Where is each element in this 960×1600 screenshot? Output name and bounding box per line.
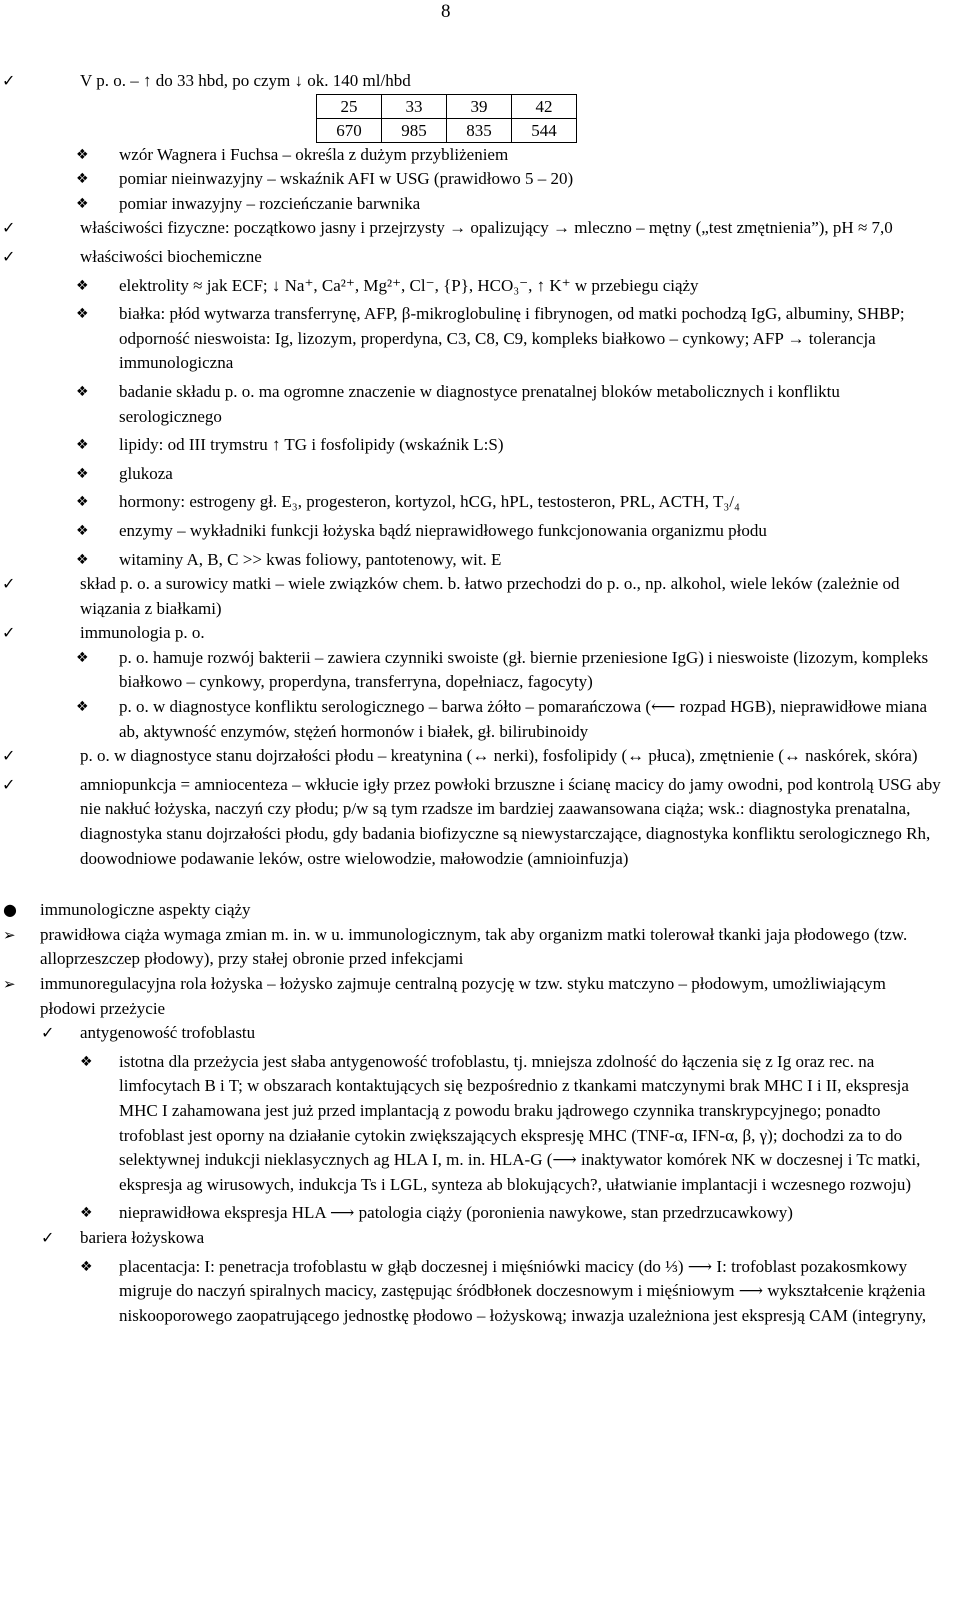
diamond-bullet-icon: ❖ bbox=[76, 171, 89, 188]
table-cell: 985 bbox=[382, 118, 447, 142]
diamond-bullet-icon: ❖ bbox=[80, 1205, 93, 1222]
line-text: p. o. w diagnostyce konfliktu serologicznego – barwa żółto – pomarańczowa (⟵ rozpad HGB), nieprawidłowe miana ab, aktywność enzymów, stężeń hormonów i białek, gł. bilirubinoidy bbox=[119, 697, 928, 741]
line-text: badanie składu p. o. ma ogromne znaczenie w diagnostyce prenatalnej bloków metabolicznych i konfliktu serologicznego bbox=[119, 381, 840, 426]
arrowhead-bullet-icon: ➢ bbox=[3, 975, 16, 993]
list-item bbox=[0, 433, 960, 458]
line-text: p. o. w diagnostyce stanu dojrzałości płodu – kreatynina (↔ nerki), fosfolipidy (↔ płuca), zmętnienie (↔ naskórek, skóra) bbox=[80, 746, 918, 766]
diamond-bullet-icon: ❖ bbox=[80, 1053, 93, 1070]
line-text: lipidy: od III trymstru ↑ TG i fosfolipidy (wskaźnik L:S) bbox=[119, 435, 504, 455]
diamond-bullet-icon: ❖ bbox=[76, 277, 89, 294]
table-cell: 33 bbox=[382, 94, 447, 118]
diamond-bullet-icon: ❖ bbox=[76, 146, 89, 163]
list-item bbox=[0, 1255, 960, 1329]
table-row bbox=[317, 94, 577, 118]
line-text: immunoregulacyjna rola łożyska – łożysko zajmuje centralną pozycję w tzw. styku matczyno – płodowym, umożliwiającym płodowi przeżycie bbox=[40, 974, 886, 1018]
document-body bbox=[0, 69, 960, 1328]
table-cell: 39 bbox=[447, 94, 512, 118]
list-item bbox=[0, 245, 960, 270]
checkmark-icon: ✓ bbox=[2, 574, 16, 594]
table-cell: 670 bbox=[317, 118, 382, 142]
checkmark-icon: ✓ bbox=[2, 774, 16, 794]
page-number: 8 bbox=[441, 1, 451, 22]
line-text: witaminy A, B, C >> kwas foliowy, pantotenowy, wit. E bbox=[119, 549, 502, 569]
list-item bbox=[0, 380, 960, 429]
table-cell: 544 bbox=[512, 118, 577, 142]
diamond-bullet-icon: ❖ bbox=[80, 1258, 93, 1275]
list-item bbox=[0, 972, 960, 1021]
line-text: wzór Wagnera i Fuchsa – określa z dużym przybliżeniem bbox=[119, 144, 509, 164]
table-row bbox=[317, 118, 577, 142]
diamond-bullet-icon: ❖ bbox=[76, 494, 89, 511]
diamond-bullet-icon: ❖ bbox=[76, 551, 89, 568]
list-item bbox=[0, 69, 960, 94]
table-cell: 42 bbox=[512, 94, 577, 118]
line-text: immunologiczne aspekty ciąży bbox=[40, 900, 251, 920]
line-text: pomiar inwazyjny – rozcieńczanie barwnika bbox=[119, 193, 421, 213]
values-table bbox=[316, 94, 577, 143]
diamond-bullet-icon: ❖ bbox=[76, 649, 89, 666]
list-item bbox=[0, 1021, 960, 1046]
line-text: istotna dla przeżycia jest słaba antygenowość trofoblastu, tj. mniejsza zdolność do łączenia się z Ig oraz rec. na limfocytach B i T; w obszarach kontaktujących się bezpośrednio z tkankami matczynymi brak MHC I i II, ekspresja MHC I zahamowana jest już przed implantacją z powodu braku jądrowego czynnika transkrypcyjnego; ponadto trofoblast jest oporny na działanie cytokin zwiększających ekspresję MHC (TNF-α, IFN-α, β, γ); dochodzi za to do selektywnej indukcji nieklasycznych ag HLA I, m. in. HLA-G (⟶ inaktywator komórek NK w doczesnej i Tc matki, ekspresja ag wirusowych, indukcja Ts i LGL, synteza ab blokujących?, ułatwianie implantacji i wczesnego rozwoju) bbox=[119, 1051, 921, 1194]
list-item bbox=[0, 646, 960, 695]
list-item bbox=[0, 490, 960, 515]
checkmark-icon: ✓ bbox=[2, 746, 16, 766]
list-item bbox=[0, 519, 960, 544]
checkmark-icon: ✓ bbox=[2, 623, 16, 643]
diamond-bullet-icon: ❖ bbox=[76, 195, 89, 212]
list-item bbox=[0, 143, 960, 168]
line-text: skład p. o. a surowicy matki – wiele związków chem. b. łatwo przechodzi do p. o., np. alkohol, wiele leków (zależnie od wiązania z białkami) bbox=[80, 574, 900, 618]
list-item bbox=[0, 302, 960, 376]
line-text: V p. o. – ↑ do 33 hbd, po czym ↓ ok. 140 ml/hbd bbox=[80, 71, 411, 90]
arrowhead-bullet-icon: ➢ bbox=[3, 925, 16, 944]
list-item bbox=[0, 274, 960, 299]
line-text: elektrolity ≈ jak ECF; ↓ Na⁺, Ca²⁺, Mg²⁺, Cl⁻, {P}, HCO₃⁻, ↑ K⁺ w przebiegu ciąży bbox=[119, 275, 699, 295]
table-cell: 835 bbox=[447, 118, 512, 142]
line-text: nieprawidłowa ekspresja HLA ⟶ patologia ciąży (poronienia nawykowe, stan przedrzucawkowy) bbox=[119, 1203, 793, 1223]
line-text: immunologia p. o. bbox=[80, 623, 205, 643]
checkmark-icon: ✓ bbox=[2, 71, 16, 90]
list-item bbox=[0, 621, 960, 646]
list-item bbox=[0, 1201, 960, 1226]
bullet-icon: ● bbox=[3, 900, 17, 920]
checkmark-icon: ✓ bbox=[41, 1023, 55, 1043]
diamond-bullet-icon: ❖ bbox=[76, 522, 89, 539]
line-text: prawidłowa ciąża wymaga zmian m. in. w u. immunologicznym, tak aby organizm matki tolerował tkanki jaja płodowego (tzw. alloprzeszczep płodowy), przy stałej obronie przed infekcjami bbox=[40, 924, 908, 969]
list-item bbox=[0, 1226, 960, 1251]
diamond-bullet-icon: ❖ bbox=[76, 699, 89, 716]
checkmark-icon: ✓ bbox=[2, 246, 16, 266]
list-item bbox=[0, 216, 960, 241]
diamond-bullet-icon: ❖ bbox=[76, 437, 89, 454]
diamond-bullet-icon: ❖ bbox=[76, 465, 89, 482]
diamond-bullet-icon: ❖ bbox=[76, 306, 89, 323]
line-text: właściwości fizyczne: początkowo jasny i przejrzysty → opalizujący → mleczno – mętny („test zmętnienia”), pH ≈ 7,0 bbox=[80, 218, 893, 238]
list-item bbox=[0, 167, 960, 192]
list-item bbox=[0, 695, 960, 744]
line-text: pomiar nieinwazyjny – wskaźnik AFI w USG (prawidłowo 5 – 20) bbox=[119, 169, 574, 189]
list-item bbox=[0, 898, 960, 923]
list-item bbox=[0, 462, 960, 487]
line-text: antygenowość trofoblastu bbox=[80, 1023, 256, 1043]
line-text: białka: płód wytwarza transferrynę, AFP, β-mikroglobulinę i fibrynogen, od matki pochodzą IgG, albuminy, SHBP; odporność nieswoista: Ig, lizozym, properdyna, C3, C8, C9, kompleks białkowo – cynkowy; AFP → tolerancja immunologiczna bbox=[119, 304, 905, 373]
list-item bbox=[0, 192, 960, 217]
line-text: glukoza bbox=[119, 463, 173, 483]
table-cell: 25 bbox=[317, 94, 382, 118]
line-text: p. o. hamuje rozwój bakterii – zawiera czynniki swoiste (gł. biernie przeniesione IgG) i nieswoiste (lizozym, kompleks białkowo – cynkowy, properdyna, transferryna, dopełniacz, fagocyty) bbox=[119, 647, 929, 692]
list-item bbox=[0, 744, 960, 769]
checkmark-icon: ✓ bbox=[41, 1227, 55, 1247]
line-text: enzymy – wykładniki funkcji łożyska bądź nieprawidłowego funkcjonowania organizmu płodu bbox=[119, 520, 767, 540]
line-text: hormony: estrogeny gł. E₃, progesteron, kortyzol, hCG, hPL, testosteron, PRL, ACTH, T₃/₄ bbox=[119, 492, 740, 512]
list-item bbox=[0, 548, 960, 573]
list-item bbox=[0, 923, 960, 972]
list-item bbox=[0, 572, 960, 621]
diamond-bullet-icon: ❖ bbox=[76, 383, 89, 400]
list-item bbox=[0, 1050, 960, 1198]
line-text: amniopunkcja = amniocenteza – wkłucie igły przez powłoki brzuszne i ścianę macicy do jamy owodni, pod kontrolą USG aby nie nakłuć łożyska, naczyń czy płodu; p/w są tym rzadsze im bardziej zaawansowana ciąża; wsk.: diagnostyka prenatalna, diagnostyka stanu dojrzałości płodu, gdy badania biofizyczne są niewystarczające, diagnostyka konfliktu serologicznego Rh, doowodniowe podawanie leków, ostre wielowodzie, małowodzie (amnioinfuzja) bbox=[80, 774, 941, 868]
line-text: placentacja: I: penetracja trofoblastu w głąb doczesnej i mięśniówki macicy (do ⅓) ⟶ I: trofoblast pozakosmkowy migruje do naczyń spiralnych macicy, zastępując śródbłonek doczesnowym i mięśniowym ⟶ wykształcenie krążenia niskooporowego zaopatrującego jednostkę płodowo – łożyskową; inwazja uzależniona jest ekspresją CAM (integryny, bbox=[119, 1256, 927, 1325]
line-text: właściwości biochemiczne bbox=[80, 246, 262, 266]
list-item bbox=[0, 773, 960, 871]
checkmark-icon: ✓ bbox=[2, 218, 16, 238]
line-text: bariera łożyskowa bbox=[80, 1227, 205, 1247]
